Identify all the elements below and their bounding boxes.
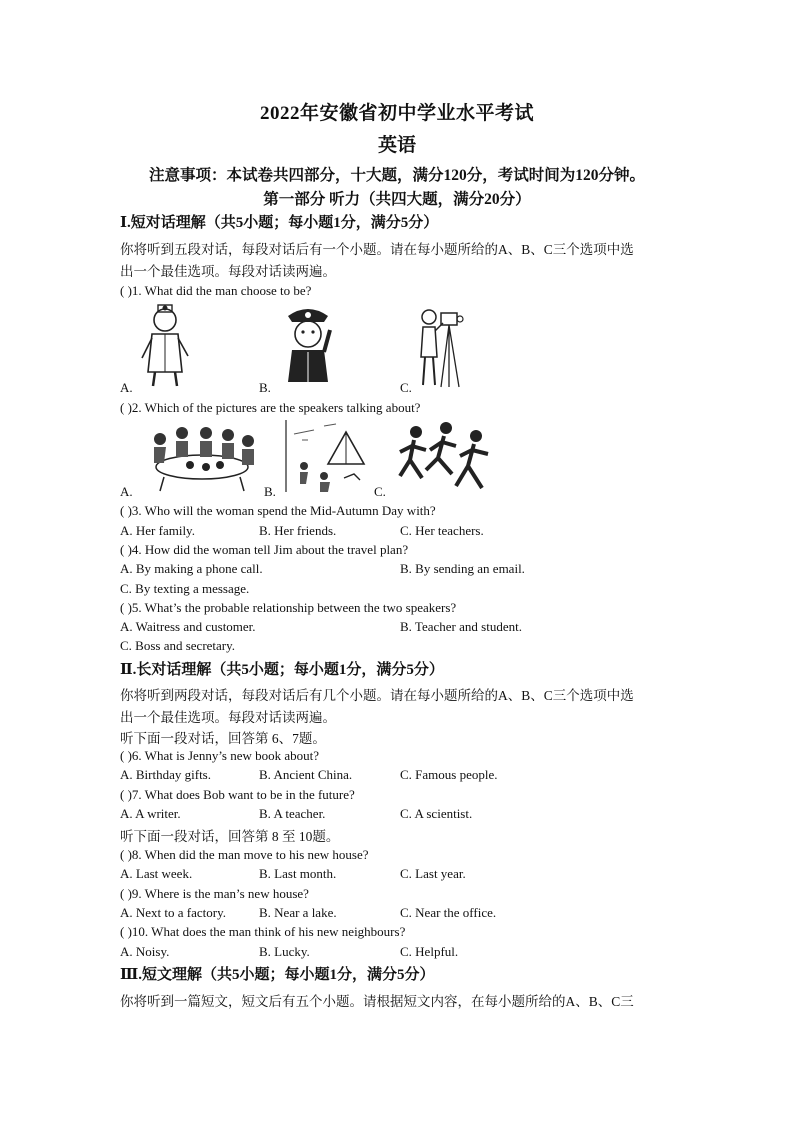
section2-instruction-2: 出一个最佳选项。每段对话读两遍。 — [120, 710, 336, 725]
q7-option-c: C. A scientist. — [400, 806, 473, 821]
q5-option-c: C. Boss and secretary. — [120, 638, 236, 653]
q3-option-c: C. Her teachers. — [400, 523, 484, 538]
family-dinner-icon — [140, 423, 262, 493]
q7-option-a: A. A writer. — [120, 806, 181, 821]
q10-option-c: C. Helpful. — [400, 944, 459, 959]
question-5-stem: ( )5. What’s the probable relationship between the two speakers? — [120, 600, 457, 615]
q6-option-a: A. Birthday gifts. — [120, 767, 211, 782]
part1-heading: 第一部分 听力（共四大题，满分20分） — [263, 191, 531, 208]
exam-title: 2022年安徽省初中学业水平考试 — [259, 103, 534, 124]
police-officer-icon — [280, 300, 336, 390]
question-8-stem: ( )8. When did the man move to his new house? — [120, 847, 369, 862]
question-10-stem: ( )10. What does the man think of his new neighbours? — [120, 924, 406, 939]
q8-option-b: B. Last month. — [259, 866, 337, 881]
q9-option-a: A. Next to a factory. — [120, 905, 227, 920]
camping-icon — [284, 418, 374, 494]
q6-option-c: C. Famous people. — [400, 767, 498, 782]
question-9-stem: ( )9. Where is the man’s new house? — [120, 886, 309, 901]
q9-option-c: C. Near the office. — [400, 905, 497, 920]
q6-option-b: B. Ancient China. — [259, 767, 353, 782]
question-7-stem: ( )7. What does Bob want to be in the future? — [120, 787, 355, 802]
q1-option-a-label: A. — [120, 380, 133, 395]
q5-option-a: A. Waitress and customer. — [120, 619, 256, 634]
section2-instruction-1: 你将听到两段对话，每段对话后有几个小题。请在每小题所给的A、B、C三个选项中选 — [120, 688, 634, 703]
q5-option-b: B. Teacher and student. — [400, 619, 522, 634]
q3-option-a: A. Her family. — [120, 523, 195, 538]
q4-option-a: A. By making a phone call. — [120, 561, 263, 576]
cameraman-icon — [415, 305, 465, 390]
question-2-stem: ( )2. Which of the pictures are the speakers talking about? — [120, 400, 421, 415]
section1-instruction-1: 你将听到五段对话，每段对话后有一个小题。请在每小题所给的A、B、C三个选项中选 — [120, 242, 634, 257]
q9-option-b: B. Near a lake. — [259, 905, 337, 920]
question-3-stem: ( )3. Who will the woman spend the Mid-Autumn Day with? — [120, 503, 436, 518]
subject-title: 英语 — [377, 135, 416, 156]
q2-option-c-label: C. — [374, 484, 386, 499]
dialogue-1-instruction: 听下面一段对话，回答第 6、7题。 — [120, 731, 326, 746]
section1-instruction-2: 出一个最佳选项。每段对话读两遍。 — [120, 264, 336, 279]
section2-title: Ⅱ.长对话理解（共5小题；每小题1分，满分5分） — [120, 662, 444, 678]
exam-notice: 注意事项：本试卷共四部分，十大题，满分120分，考试时间为120分钟。 — [148, 167, 645, 184]
q4-option-c: C. By texting a message. — [120, 581, 250, 596]
q2-option-b-label: B. — [264, 484, 276, 499]
running-icon — [396, 420, 494, 496]
question-1-stem: ( )1. What did the man choose to be? — [120, 283, 312, 298]
q1-option-b-label: B. — [259, 380, 271, 395]
q8-option-c: C. Last year. — [400, 866, 466, 881]
doctor-icon — [138, 300, 193, 388]
q1-option-c-label: C. — [400, 380, 412, 395]
q8-option-a: A. Last week. — [120, 866, 193, 881]
section3-title: Ⅲ.短文理解（共5小题；每小题1分，满分5分） — [120, 967, 435, 983]
q2-option-a-label: A. — [120, 484, 133, 499]
q4-option-b: B. By sending an email. — [400, 561, 525, 576]
question-4-stem: ( )4. How did the woman tell Jim about the travel plan? — [120, 542, 409, 557]
q10-option-a: A. Noisy. — [120, 944, 170, 959]
section3-instruction-1: 你将听到一篇短文，短文后有五个小题。请根据短文内容，在每小题所给的A、B、C三 — [120, 994, 634, 1009]
section1-title: Ⅰ.短对话理解（共5小题；每小题1分，满分5分） — [120, 215, 439, 231]
q7-option-b: B. A teacher. — [259, 806, 326, 821]
dialogue-2-instruction: 听下面一段对话，回答第 8 至 10题。 — [120, 829, 340, 844]
question-6-stem: ( )6. What is Jenny’s new book about? — [120, 748, 320, 763]
q10-option-b: B. Lucky. — [259, 944, 310, 959]
q3-option-b: B. Her friends. — [259, 523, 337, 538]
